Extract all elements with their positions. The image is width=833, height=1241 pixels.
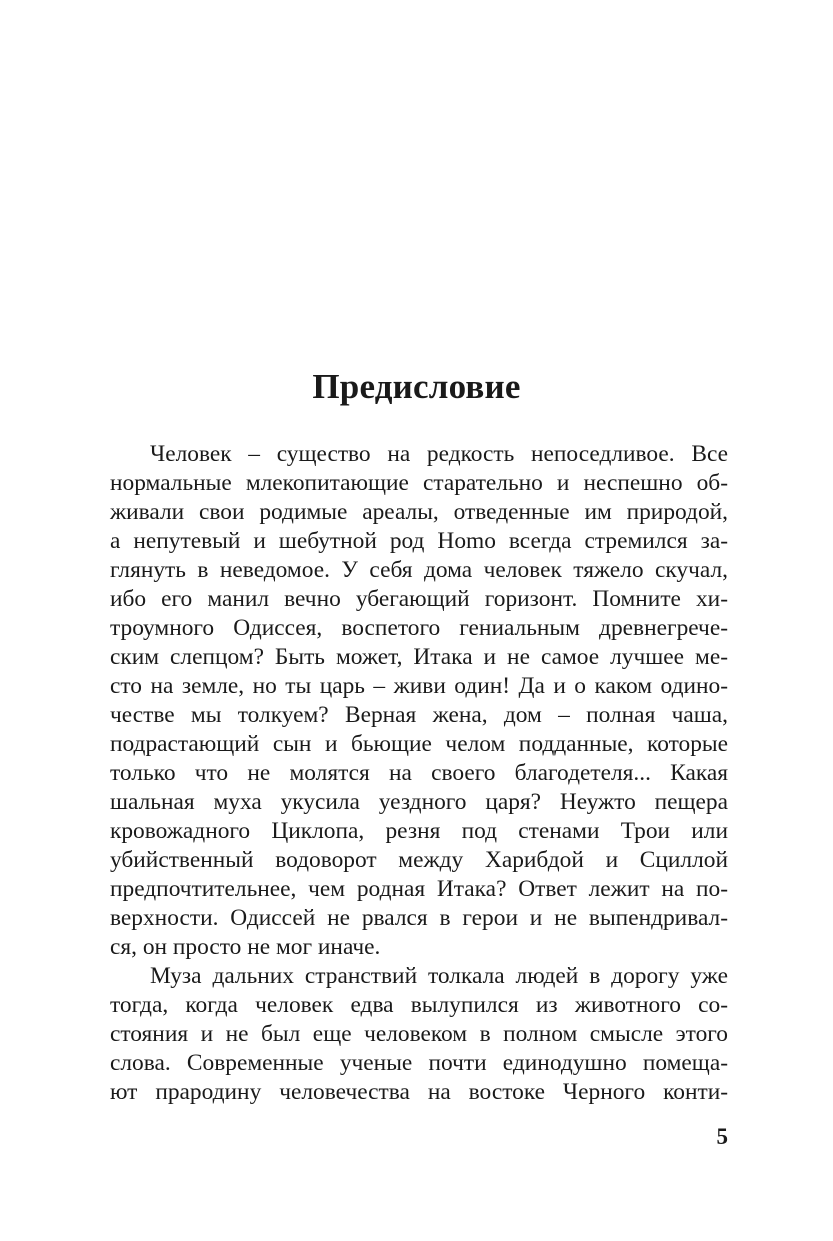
text-line: ибо его манил вечно убегающий горизонт. Помните хи-: [110, 586, 728, 612]
text-line: убийственный водоворот между Харибдой и Сциллой: [110, 847, 728, 873]
chapter-title: Предисловие: [312, 367, 521, 406]
text-line: Муза дальних странствий толкала людей в дорогу уже: [150, 963, 728, 989]
page-number: 5: [716, 1124, 728, 1149]
body-text: [110, 440, 728, 1107]
text-line: слова. Современные ученые почти единодушно помеща-: [110, 1050, 728, 1076]
text-line: ют прародину человечества на востоке Черного конти-: [110, 1079, 728, 1105]
text-line: троумного Одиссея, воспетого гениальным древнегрече-: [110, 615, 728, 641]
text-line: подрастающий сын и бьющие челом подданные, которые: [110, 731, 728, 757]
text-line: верхности. Одиссей не рвался в герои и не выпендривал-: [110, 905, 728, 931]
text-line: шальная муха укусила уездного царя? Неужто пещера: [110, 789, 728, 815]
text-line: сто на земле, но ты царь – живи один! Да и о каком одино-: [110, 673, 728, 699]
text-line: кровожадного Циклопа, резня под стенами Трои или: [110, 818, 728, 844]
text-line: Человек – существо на редкость непоседливое. Все: [150, 441, 728, 467]
text-line: живали свои родимые ареалы, отведенные им природой,: [110, 499, 728, 525]
text-line: предпочтительнее, чем родная Итака? Ответ лежит на по-: [110, 876, 728, 902]
text-line: ся, он просто не мог иначе.: [110, 934, 381, 960]
text-line: а непутевый и шебутной род Homo всегда стремился за-: [110, 528, 728, 554]
text-line: честве мы толкуем? Верная жена, дом – полная чаша,: [110, 702, 728, 728]
text-line: стояния и не был еще человеком в полном смысле этого: [110, 1021, 728, 1047]
text-line: глянуть в неведомое. У себя дома человек тяжело скучал,: [110, 557, 728, 583]
text-line: только что не молятся на своего благодетеля... Какая: [110, 760, 728, 786]
text-line: нормальные млекопитающие старательно и неспешно об-: [110, 470, 728, 496]
text-line: тогда, когда человек едва вылупился из животного со-: [110, 992, 728, 1018]
text-line: ским слепцом? Быть может, Итака и не самое лучшее ме-: [110, 644, 728, 670]
